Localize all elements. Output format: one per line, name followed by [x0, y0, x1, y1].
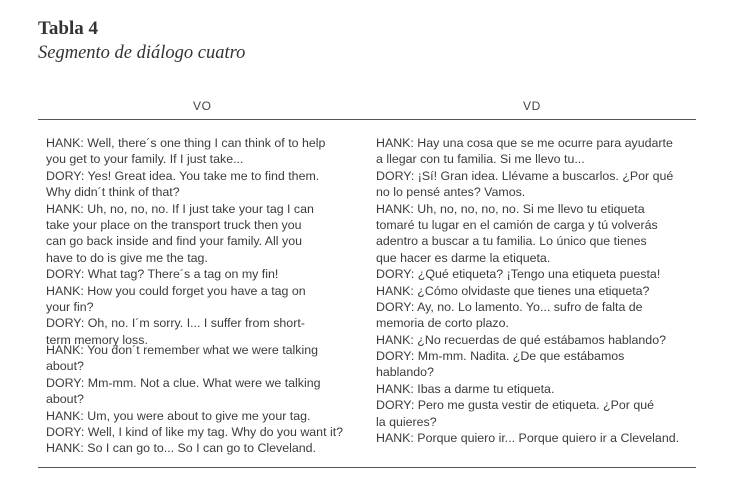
- table-label: Tabla 4: [38, 18, 99, 39]
- column-header-vd: VD: [523, 99, 541, 113]
- dialogue-line: DORY: Yes! Great idea. You take me to find them.: [46, 168, 320, 183]
- column-vd: [376, 135, 694, 446]
- dialogue-line: DORY: ¡Sí! Gran idea. Llévame a buscarlos. ¿Por qué: [376, 168, 674, 183]
- dialogue-line: term memory loss.: [46, 332, 148, 347]
- bottom-rule: [38, 467, 696, 468]
- dialogue-line: HANK: ¿No recuerdas de qué estábamos hablando?: [376, 332, 666, 347]
- dialogue-line: DORY: What tag? There´s a tag on my fin!: [46, 267, 279, 282]
- dialogue-line: HANK: Ibas a darme tu etiqueta.: [376, 381, 555, 396]
- dialogue-line: have to do is give me the tag.: [46, 250, 208, 265]
- dialogue-line: HANK: Porque quiero ir... Porque quiero ir a Cleveland.: [376, 431, 680, 446]
- dialogue-line: la quieres?: [376, 414, 437, 429]
- dialogue-line: Why didn´t think of that?: [46, 185, 180, 200]
- dialogue-line: DORY: Pero me gusta vestir de etiqueta. ¿Por qué: [376, 398, 655, 413]
- dialogue-line: HANK: Um, you were about to give me your tag.: [46, 408, 311, 423]
- dialogue-line: DORY: Oh, no. I´m sorry. I... I suffer from short-: [46, 316, 305, 331]
- dialogue-line: take your place on the transport truck then you: [46, 217, 302, 232]
- dialogue-line: HANK: Well, there´s one thing I can think of to help: [46, 136, 326, 150]
- dialogue-line: DORY: Mm-mm. Not a clue. What were we talking: [46, 375, 321, 390]
- header-rule: [38, 119, 696, 120]
- dialogue-line: DORY: ¿Qué etiqueta? ¡Tengo una etiqueta puesta!: [376, 267, 661, 282]
- dialogue-line: you get to your family. If I just take...: [46, 152, 244, 167]
- dialogue-line: your fin?: [46, 299, 94, 314]
- dialogue-line: a llegar con tu familia. Si me llevo tu...: [376, 152, 585, 167]
- dialogue-line: HANK: How you could forget you have a tag on: [46, 283, 306, 298]
- dialogue-line: HANK: So I can go to... So I can go to Cleveland.: [46, 441, 316, 456]
- dialogue-line: DORY: Mm-mm. Nadita. ¿De que estábamos: [376, 349, 625, 364]
- dialogue-line: no lo pensé antes? Vamos.: [376, 185, 526, 200]
- dialogue-line: que hacer es darme la etiqueta.: [376, 250, 551, 265]
- dialogue-line: HANK: Uh, no, no, no. If I just take your tag I can: [46, 201, 314, 216]
- table-caption: Segmento de diálogo cuatro: [38, 43, 246, 63]
- dialogue-line: memoria de corto plazo.: [376, 316, 509, 331]
- dialogue-line: HANK: Uh, no, no, no, no. Si me llevo tu etiqueta: [376, 201, 645, 216]
- dialogue-line: about?: [46, 359, 84, 374]
- dialogue-line: HANK: You don´t remember what we were talking: [46, 343, 319, 358]
- dialogue-line: tomaré tu lugar en el camión de carga y tú volverás: [376, 217, 658, 232]
- dialogue-line: DORY: Well, I kind of like my tag. Why do you want it?: [46, 425, 344, 440]
- dialogue-line: HANK: Hay una cosa que se me ocurre para ayudarte: [376, 136, 673, 150]
- column-header-vo: VO: [193, 99, 212, 113]
- dialogue-line: about?: [46, 392, 84, 407]
- dialogue-line: adentro a buscar a tu familia. Lo único que tienes: [376, 234, 647, 249]
- column-vo: [46, 135, 366, 457]
- dialogue-line: hablando?: [376, 365, 434, 380]
- dialogue-line: HANK: ¿Cómo olvidaste que tienes una etiqueta?: [376, 283, 650, 298]
- dialogue-line: can go back inside and find your family. All you: [46, 234, 302, 249]
- dialogue-line: DORY: Ay, no. Lo lamento. Yo... sufro de falta de: [376, 299, 643, 314]
